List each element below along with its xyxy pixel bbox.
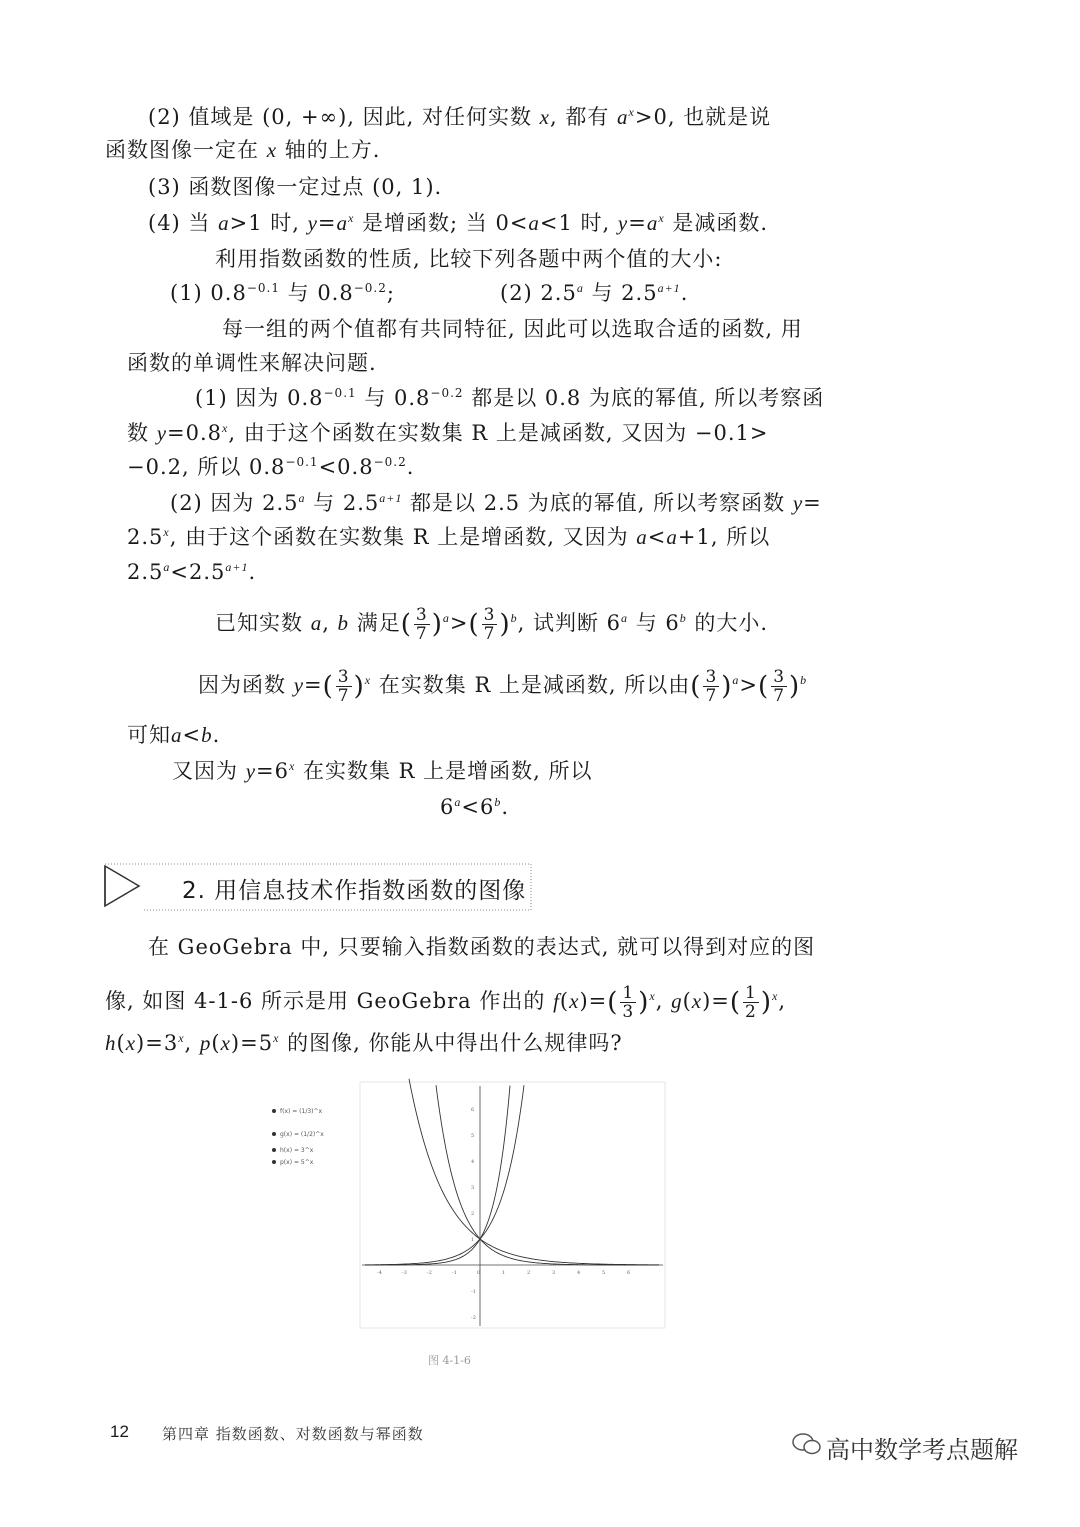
text-line: 利用指数函数的性质, 比较下列各题中两个值的大小: [215, 247, 723, 271]
text-line: 又因为 $y=6^x$ 在实数集 R 上是增函数, 所以 [172, 759, 593, 783]
text-line: $6^a<6^b$. [440, 795, 510, 819]
x-tick-label: -4 [377, 1270, 382, 1276]
text-line: 像, 如图 4-1-6 所示是用 GeoGebra 作出的 f(x)=( $\frac{1}{3}$ )$^x$, g(x)=( $\frac{1}{2}$ )$^x$, [105, 983, 787, 1022]
text-line: $2.5^a<2.5^{a+1}$. [127, 560, 257, 584]
legend-entry: h(x) = 3^x [280, 1147, 314, 1154]
y-tick-label: 3 [471, 1185, 475, 1191]
legend-dot [272, 1109, 276, 1113]
legend-entry: g(x) = (1/2)^x [280, 1131, 324, 1138]
text-line: (2) 值域是 (0, +∞), 因此, 对任何实数 x, 都有 $a^x>0$, 也就是说 [148, 105, 772, 129]
text-line: $h(x)=3^x$, $p(x)=5^x$ 的图像, 你能从中得出什么规律吗? [105, 1031, 623, 1055]
graph-area [360, 1079, 665, 1328]
legend-dot [272, 1160, 276, 1164]
chapter-title: 第四章 指数函数、对数函数与幂函数 [162, 1425, 424, 1443]
curve-h [365, 1085, 524, 1265]
text-line: −0.2, 所以 $0.8^{-0.1}<0.8^{-0.2}$. [127, 455, 415, 479]
text-line: 因为函数 y=( $\frac{3}{7}$ )$^x$ 在实数集 R 上是减函数, 所以由( $\frac{3}{7}$ )$^a$>( $\frac{3}{7}$ )$^b$ [198, 667, 808, 706]
legend-dot [272, 1132, 276, 1136]
text-line: (1) 因为 $0.8^{-0.1}$ 与 $0.8^{-0.2}$ 都是以 0.8 为底的幂值, 所以考察函 [195, 386, 825, 410]
text-line: (1) $0.8^{-0.1}$ 与 $0.8^{-0.2}$; [170, 281, 395, 305]
x-tick-label: 3 [552, 1270, 556, 1276]
text-line: 可知a<b. [127, 723, 221, 747]
text-line: 在 GeoGebra 中, 只要输入指数函数的表达式, 就可以得到对应的图 [148, 935, 816, 959]
text-line: (3) 函数图像一定过点 (0, 1). [148, 175, 443, 199]
curve-p [365, 1086, 510, 1265]
algebra-panel [272, 1108, 324, 1166]
x-tick-label: 1 [502, 1270, 506, 1276]
text-line: 2.5$^x$, 由于这个函数在实数集 R 上是增函数, 又因为 a<a+1, 所以 [127, 525, 771, 549]
geogebra-figure [258, 1078, 668, 1338]
y-tick-label: 6 [471, 1107, 475, 1113]
section-title: 2. 用信息技术作指数函数的图像 [182, 878, 527, 904]
x-tick-label: -3 [402, 1270, 407, 1276]
text-line: 已知实数 a, b 满足( $\frac{3}{7}$ )$^a$>( $\frac{3}{7}$ )$^b$, 试判断 6$^a$ 与 6$^b$ 的大小. [215, 605, 769, 644]
curve-g [409, 1079, 659, 1265]
x-tick-label: 5 [602, 1270, 606, 1276]
page-number: 12 [110, 1422, 129, 1441]
y-tick-label: 5 [471, 1133, 475, 1139]
legend-entry: f(x) = (1/3)^x [280, 1108, 323, 1115]
watermark: 高中数学考点题解 [826, 1436, 1018, 1464]
x-tick-label: -2 [427, 1270, 432, 1276]
y-tick-label: 4 [471, 1159, 475, 1165]
x-tick-label: -1 [452, 1270, 457, 1276]
y-tick-label: 1 [471, 1237, 475, 1243]
text-line: 数 $y=0.8^x$, 由于这个函数在实数集 R 上是减函数, 又因为 −0.1> [127, 421, 769, 445]
graphics-view-frame [360, 1082, 665, 1328]
x-tick-label: 4 [577, 1270, 581, 1276]
wechat-icon [792, 1432, 822, 1456]
text-line: (4) 当 a>1 时, $y=a^x$ 是增函数; 当 0<a<1 时, $y=a^x$ 是减函数. [148, 211, 769, 235]
text-line: 函数图像一定在 x 轴的上方. [105, 138, 381, 162]
x-tick-label: 0 [477, 1270, 481, 1276]
x-tick-label: 2 [527, 1270, 531, 1276]
legend-entry: p(x) = 5^x [280, 1159, 314, 1166]
y-tick-label: 2 [471, 1211, 475, 1217]
x-tick-label: 6 [627, 1270, 631, 1276]
y-tick-label: -1 [471, 1289, 476, 1295]
legend-dot [272, 1148, 276, 1152]
text-line: (2) 2.5$^a$ 与 $2.5^{a+1}$. [500, 281, 689, 305]
text-line: 每一组的两个值都有共同特征, 因此可以选取合适的函数, 用 [222, 317, 803, 341]
text-line: 函数的单调性来解决问题. [127, 351, 377, 375]
curve-f [436, 1085, 659, 1265]
text-line: (2) 因为 2.5$^a$ 与 $2.5^{a+1}$ 都是以 2.5 为底的幂值, 所以考察函数 y= [170, 491, 822, 515]
y-tick-label: -2 [471, 1315, 476, 1321]
figure-caption: 图 4-1-6 [428, 1354, 471, 1367]
